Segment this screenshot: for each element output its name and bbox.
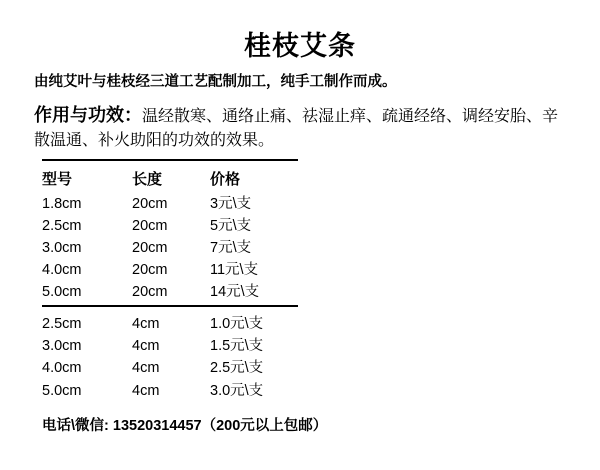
cell-model: 5.0cm	[42, 382, 82, 399]
cell-model: 3.0cm	[42, 338, 82, 355]
cell-model: 1.8cm	[42, 195, 82, 212]
cell-price: 3元\支	[210, 195, 252, 212]
price-table-secondary	[42, 313, 300, 402]
product-description: 由纯艾叶与桂枝经三道工艺配制加工，纯手工制作而成。	[34, 74, 397, 90]
cell-model: 4.0cm	[42, 360, 82, 377]
table-row	[42, 193, 300, 215]
table-header-row	[42, 167, 300, 193]
cell-model: 3.0cm	[42, 239, 82, 256]
effects-text: 温经散寒、通络止痛、祛湿止痒、疏通经络、调经安胎、辛散温通、补火助阳的功效的效果。	[34, 107, 559, 149]
column-header-model: 型号	[42, 170, 73, 188]
cell-price: 2.5元\支	[210, 360, 264, 377]
effects-label: 作用与功效：	[34, 104, 142, 125]
table-row	[42, 215, 300, 237]
cell-length: 20cm	[132, 195, 168, 212]
table-row	[42, 237, 300, 259]
cell-model: 4.0cm	[42, 261, 82, 278]
table-row	[42, 357, 300, 379]
cell-model: 2.5cm	[42, 316, 82, 333]
cell-length: 4cm	[132, 382, 160, 399]
cell-length: 4cm	[132, 316, 160, 333]
divider-top	[42, 159, 298, 161]
cell-price: 1.5元\支	[210, 338, 264, 355]
cell-length: 20cm	[132, 261, 168, 278]
table-row	[42, 259, 300, 281]
cell-price: 11元\支	[210, 261, 259, 278]
effects-paragraph	[34, 102, 566, 153]
cell-price: 1.0元\支	[210, 316, 264, 333]
cell-price: 14元\支	[210, 284, 260, 301]
product-info-page	[0, 24, 600, 470]
cell-price: 5元\支	[210, 217, 252, 234]
column-header-length: 长度	[132, 170, 163, 188]
cell-model: 2.5cm	[42, 217, 82, 234]
cell-length: 20cm	[132, 239, 168, 256]
contact-info: 电话\微信: 13520314457（200元以上包邮）	[42, 417, 328, 434]
cell-length: 20cm	[132, 284, 168, 301]
table-row	[42, 380, 300, 402]
cell-length: 4cm	[132, 338, 160, 355]
cell-price: 7元\支	[210, 239, 252, 256]
price-table	[42, 167, 300, 304]
cell-length: 4cm	[132, 360, 160, 377]
page-title: 桂枝艾条	[244, 31, 356, 61]
table-row	[42, 313, 300, 335]
divider-middle	[42, 305, 298, 307]
column-header-price: 价格	[210, 170, 241, 188]
cell-price: 3.0元\支	[210, 382, 264, 399]
cell-model: 5.0cm	[42, 284, 82, 301]
table-row	[42, 281, 300, 303]
table-row	[42, 335, 300, 357]
cell-length: 20cm	[132, 217, 168, 234]
